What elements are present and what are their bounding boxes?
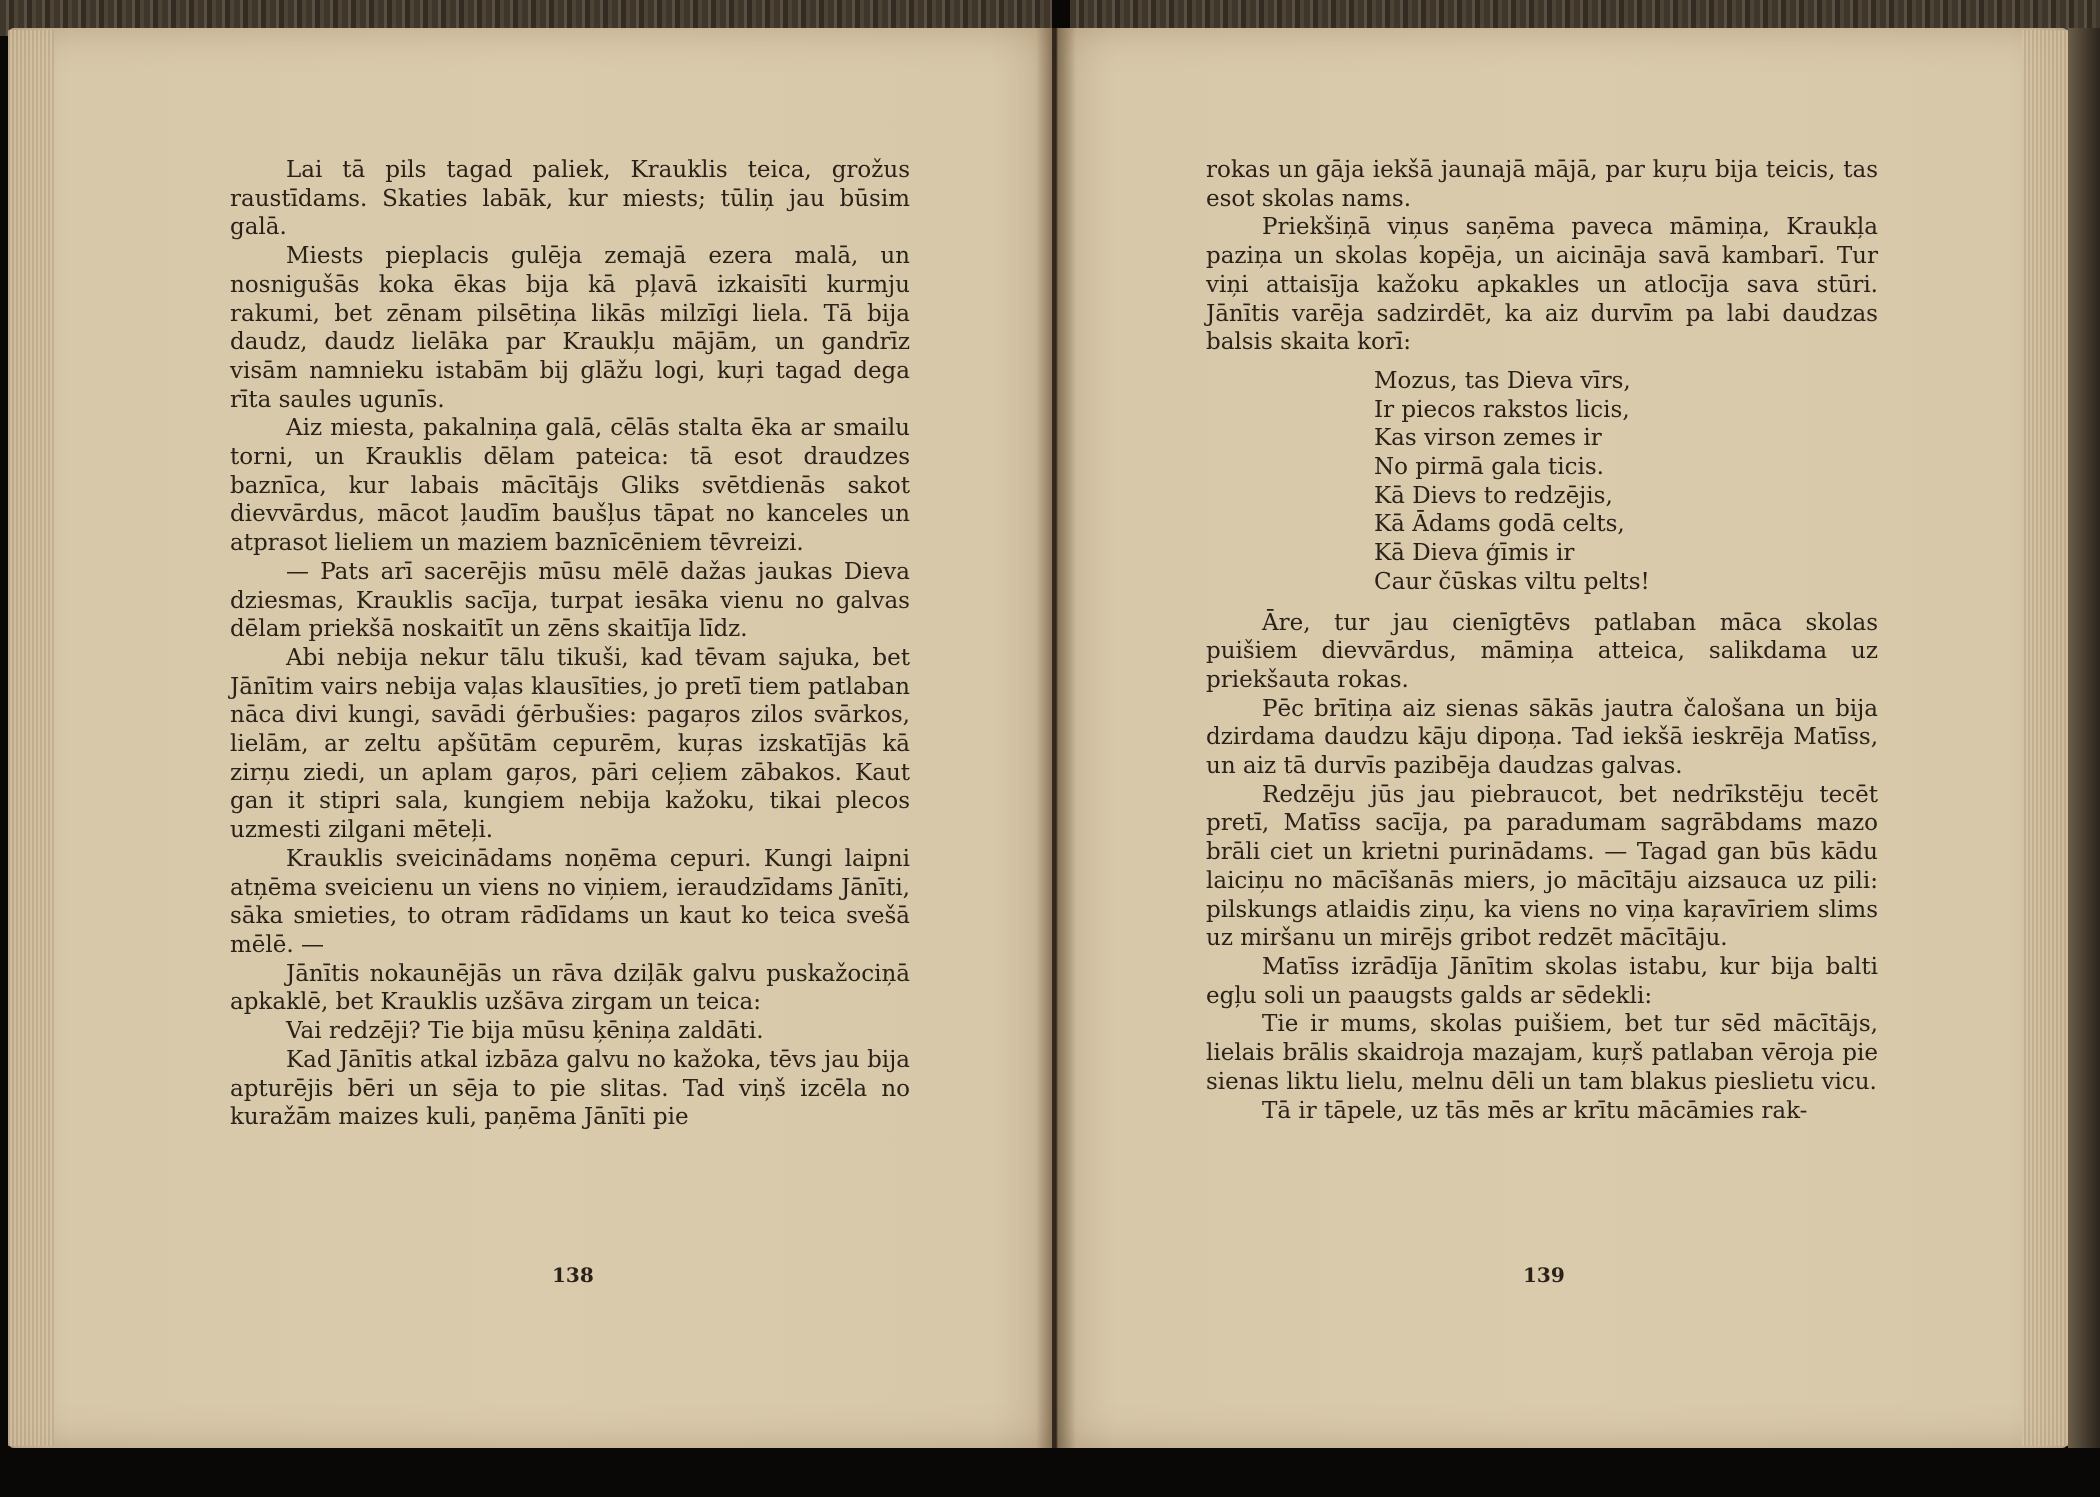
- paragraph: Miests pieplacis gulēja zemajā ezera malā, un nosnigušās koka ēkas bija kā pļavā izkaisīti kurmju rakumi, bet zēnam pilsētiņa likās milzīgi liela. Tā bija daudz, daudz lielāka par Kraukļu mājām, un gandrīz visām namnieku istabām bij glāžu logi, kuŗi tagad dega rīta saules ugunīs.: [230, 243, 910, 413]
- paragraph: rokas un gāja iekšā jaunajā mājā, par kuŗu bija teicis, tas esot skolas nams.: [1206, 157, 1878, 212]
- paragraph: Tā ir tāpele, uz tās mēs ar krītu mācāmies rak-: [1262, 1097, 1808, 1124]
- paragraph: Matīss izrādīja Jānītim skolas istabu, kur bija balti egļu soli un paaugsts galds ar sēdekli:: [1206, 953, 1878, 1009]
- poem-line: Caur čūskas viltu pelts!: [1374, 568, 1650, 595]
- paragraph: Tie ir mums, skolas puišiem, bet tur sēd mācītājs, lielais brālis skaidroja mazajam, kuŗš patlaban vēroja pie sienas liktu lielu, melnu dēli un tam blakus pieslietu vicu.: [1206, 1011, 1878, 1095]
- paragraph: Vai redzēji? Tie bija mūsu ķēniņa zaldāti.: [286, 1018, 764, 1045]
- poem-line: Kā Dieva ģīmis ir: [1374, 540, 1575, 567]
- poem-line: Kas virson zemes ir: [1374, 425, 1602, 452]
- paragraph: Pēc brītiņa aiz sienas sākās jautra čalošana un bija dzirdama daudzu kāju dipoņa. Tad iekšā ieskrēja Matīss, un aiz tā durvīs pazibēja daudzas galvas.: [1206, 695, 1878, 780]
- poem-line: Kā Dievs to redzējis,: [1374, 482, 1613, 509]
- poem-line: Ir piecos rakstos licis,: [1374, 396, 1630, 423]
- book-gutter: [1036, 28, 1076, 1448]
- paragraph: Abi nebija nekur tālu tikuši, kad tēvam sajuka, bet Jānītim vairs nebija vaļas klausīties, jo pretī tiem patlaban nāca divi kungi, savādi ģērbušies: pagaŗos zilos svārkos, lielām, ar zeltu apšūtām cepurēm, kuŗas izskatījās kā zirņu ziedi, un aplam gaŗos, pāri ceļiem zābakos. Kaut gan it stipri sala, kungiem nebija kažoku, tikai plecos uzmesti zilgani mēteļi.: [230, 644, 910, 844]
- poem-line: No pirmā gala ticis.: [1374, 454, 1604, 481]
- paragraph: Jānītis nokaunējās un rāva dziļāk galvu puskažociņā apkaklē, bet Krauklis uzšāva zirgam un teica:: [230, 960, 910, 1016]
- page-number: 138: [552, 1263, 594, 1287]
- page-number: 139: [1523, 1263, 1565, 1287]
- left-page-text: [230, 156, 910, 1132]
- poem-line: Kā Ādams godā celts,: [1374, 511, 1625, 538]
- paragraph: Krauklis sveicinādams noņēma cepuri. Kungi laipni atņēma sveicienu un viens no viņiem, ieraudzīdams Jānīti, sāka smieties, to otram rādīdams un kaut ko teica svešā mēlē. —: [230, 845, 910, 958]
- paragraph: Āre, tur jau cienīgtēvs patlaban māca skolas puišiem dievvārdus, māmiņa atteica, salikdama uz priekšauta rokas.: [1206, 609, 1878, 693]
- left-page-edges: [8, 30, 54, 1446]
- poem: [1374, 367, 1878, 597]
- back-cover-edge: [2068, 28, 2100, 1448]
- right-page-edges: [2022, 30, 2068, 1446]
- paragraph: Redzēju jūs jau piebraucot, bet nedrīkstēju tecēt pretī, Matīss sacīja, pa paradumam sagrābdams mazo brāli ciet un krietni purinādams. — Tagad gan būs kādu laiciņu no mācīšanās miers, jo mācītāju aizsauca uz pili: pilskungs atlaidis ziņu, ka viens no viņa kaŗavīriem slims uz miršanu un mirējs gribot redzēt mācītāju.: [1206, 781, 1878, 952]
- paragraph: Lai tā pils tagad paliek, Krauklis teica, grožus raustīdams. Skaties labāk, kur miests; tūliņ jau būsim galā.: [230, 157, 910, 241]
- poem-line: Mozus, tas Dieva vīrs,: [1374, 367, 1631, 394]
- paragraph: — Pats arī sacerējis mūsu mēlē dažas jaukas Dieva dziesmas, Krauklis sacīja, turpat iesāka vienu no galvas dēlam priekšā noskaitīt un zēns skaitīja līdz.: [230, 558, 910, 643]
- paragraph: Priekšiņā viņus saņēma paveca māmiņa, Kraukļa paziņa un skolas kopēja, un aicināja savā kambarī. Tur viņi attaisīja kažoku apkakles un atlocīja sava stūri. Jānītis varēja sadzirdēt, ka aiz durvīm pa labi daudzas balsis skaita korī:: [1206, 214, 1878, 356]
- paragraph: Aiz miesta, pakalniņa galā, cēlās stalta ēka ar smailu torni, un Krauklis dēlam pateica: tā esot draudzes baznīca, kur labais mācītājs Gliks svētdienās sakot dievvārdus, mācot ļaudīm baušļus tāpat no kanceles un atprasot lieliem un maziem baznīcēniem tēvreizi.: [230, 415, 910, 557]
- right-page-text: [1206, 156, 1878, 1125]
- paragraph: Kad Jānītis atkal izbāza galvu no kažoka, tēvs jau bija apturējis bēri un sēja to pie slitas. Tad viņš izcēla no kuražām maizes kuli, paņēma Jānīti pie: [230, 1046, 910, 1131]
